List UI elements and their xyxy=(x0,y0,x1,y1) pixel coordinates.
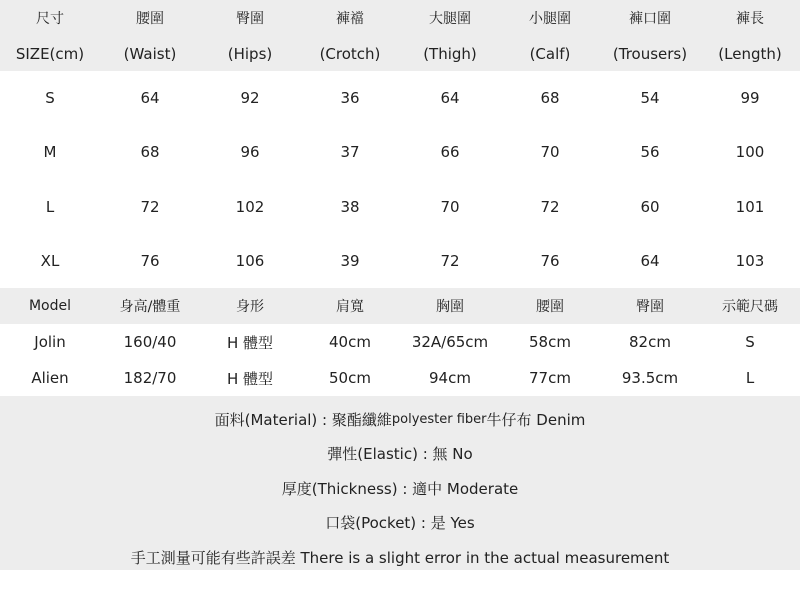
length-value: 101 xyxy=(735,197,765,216)
calf-value: 72 xyxy=(540,197,560,216)
model-header-waist: 腰圍 xyxy=(536,299,564,315)
header-zh-hips: 臀圍 xyxy=(236,11,264,27)
model-header-height-weight: 身高/體重 xyxy=(119,299,181,315)
waist-value: 68 xyxy=(140,143,160,162)
size-header-zh-row xyxy=(0,0,800,36)
size-label: XL xyxy=(40,251,60,270)
length-value: 103 xyxy=(735,251,765,270)
size-row-xl xyxy=(0,234,800,288)
calf-value: 70 xyxy=(540,143,560,162)
model-shoulder: 50cm xyxy=(329,369,371,387)
size-row-l xyxy=(0,180,800,234)
model-chest: 32A/65cm xyxy=(411,333,489,351)
model-row-alien xyxy=(0,360,800,396)
thickness-note: 厚度(Thickness) : 適中 Moderate xyxy=(281,479,519,498)
header-zh-trousers: 褲口圍 xyxy=(629,11,671,27)
model-header-shoulder: 肩寬 xyxy=(336,299,364,315)
thigh-value: 70 xyxy=(440,197,460,216)
hips-value: 106 xyxy=(235,251,265,270)
model-header-hips: 臀圍 xyxy=(636,299,664,315)
header-zh-size: 尺寸 xyxy=(36,11,64,27)
crotch-value: 38 xyxy=(340,197,360,216)
model-row-jolin xyxy=(0,324,800,360)
crotch-value: 37 xyxy=(340,143,360,162)
model-header-chest: 胸圍 xyxy=(436,299,464,315)
waist-value: 76 xyxy=(140,251,160,270)
elastic-note: 彈性(Elastic) : 無 No xyxy=(327,445,473,464)
model-name: Jolin xyxy=(34,333,66,351)
model-header-size-worn: 示範尺碼 xyxy=(722,299,778,315)
model-name: Alien xyxy=(31,369,69,387)
header-en-hips: (Hips) xyxy=(227,44,273,63)
waist-value: 72 xyxy=(140,197,160,216)
model-size-worn: S xyxy=(745,333,755,351)
size-row-m xyxy=(0,125,800,179)
model-table-header xyxy=(0,288,800,324)
product-notes xyxy=(0,396,800,570)
measurement-error-note: 手工測量可能有些許誤差 There is a slight error in the actual measurement xyxy=(130,548,670,567)
header-en-waist: (Waist) xyxy=(123,44,177,63)
model-waist: 58cm xyxy=(529,333,571,351)
header-zh-waist: 腰圍 xyxy=(136,11,164,27)
thigh-value: 72 xyxy=(440,251,460,270)
material-note xyxy=(0,402,800,437)
header-en-length: (Length) xyxy=(718,44,782,63)
header-en-thigh: (Thigh) xyxy=(423,44,477,63)
header-en-trousers: (Trousers) xyxy=(612,44,688,63)
crotch-value: 39 xyxy=(340,251,360,270)
thigh-value: 64 xyxy=(440,89,460,108)
header-en-calf: (Calf) xyxy=(529,44,571,63)
header-zh-length: 褲長 xyxy=(736,11,764,27)
size-table-body xyxy=(0,71,800,288)
material-label: 面料(Material) : 聚酯纖維 xyxy=(214,410,392,429)
model-header-model: Model xyxy=(28,298,72,314)
hips-value: 92 xyxy=(240,89,260,108)
hips-value: 96 xyxy=(240,143,260,162)
model-header-body-shape: 身形 xyxy=(236,299,264,315)
header-zh-thigh: 大腿圍 xyxy=(429,11,471,27)
model-size-worn: L xyxy=(745,369,755,387)
model-height-weight: 160/40 xyxy=(123,333,177,351)
model-body-shape: H 體型 xyxy=(226,369,274,388)
header-zh-crotch: 褲襠 xyxy=(336,11,364,27)
trousers-value: 60 xyxy=(640,197,660,216)
model-waist: 77cm xyxy=(529,369,571,387)
material-fiber: polyester fiber xyxy=(391,411,487,427)
model-height-weight: 182/70 xyxy=(123,369,177,387)
length-value: 99 xyxy=(740,89,760,108)
calf-value: 76 xyxy=(540,251,560,270)
hips-value: 102 xyxy=(235,197,265,216)
material-fabric: 牛仔布 Denim xyxy=(486,410,586,429)
model-chest: 94cm xyxy=(429,369,471,387)
calf-value: 68 xyxy=(540,89,560,108)
size-header-en-row xyxy=(0,36,800,71)
model-hips: 93.5cm xyxy=(621,369,679,387)
trousers-value: 54 xyxy=(640,89,660,108)
pocket-note: 口袋(Pocket) : 是 Yes xyxy=(325,514,475,533)
model-shoulder: 40cm xyxy=(329,333,371,351)
length-value: 100 xyxy=(735,143,765,162)
model-hips: 82cm xyxy=(629,333,671,351)
crotch-value: 36 xyxy=(340,89,360,108)
size-label: S xyxy=(45,89,55,108)
model-body-shape: H 體型 xyxy=(226,333,274,352)
header-en-crotch: (Crotch) xyxy=(319,44,381,63)
trousers-value: 64 xyxy=(640,251,660,270)
header-en-size: SIZE(cm) xyxy=(15,44,85,63)
header-zh-calf: 小腿圍 xyxy=(529,11,571,27)
size-label: L xyxy=(45,197,55,216)
trousers-value: 56 xyxy=(640,143,660,162)
size-table-header xyxy=(0,0,800,71)
size-label: M xyxy=(43,143,57,162)
waist-value: 64 xyxy=(140,89,160,108)
size-row-s xyxy=(0,71,800,125)
thigh-value: 66 xyxy=(440,143,460,162)
model-table-body xyxy=(0,324,800,396)
